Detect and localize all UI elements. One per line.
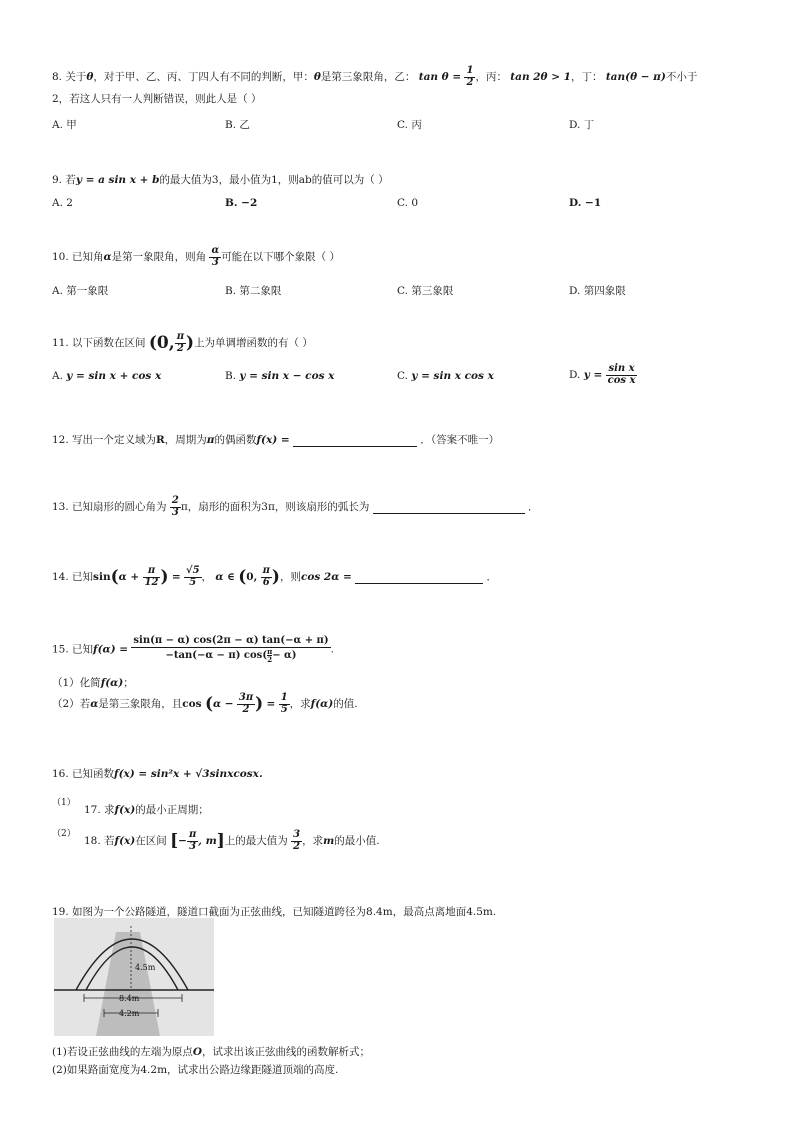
- height-label: 4.5m: [135, 963, 156, 972]
- q16-line: 16. 已知函数f(x) = sin²x + √3sinxcosx.: [52, 768, 263, 780]
- q10-option-d[interactable]: D. 第四象限: [569, 285, 626, 297]
- q10-option-b[interactable]: B. 第二象限: [225, 285, 282, 297]
- q13-line: 13. 已知扇形的圆心角为 $\frac{2}{3}$ π，扇形的面积为3π，则该扇形的弧长为 ．: [52, 495, 539, 518]
- q11-option-d[interactable]: D. y = $\frac{\text{sin x}}{\text{cos x}}$: [569, 363, 636, 386]
- q11-option-c[interactable]: C. y = sin x cos x: [397, 370, 494, 382]
- q16-sub1: 17. 求f(x)的最小正周期；: [84, 804, 209, 816]
- q15-part1: （1）化简f(α)；: [52, 677, 134, 689]
- q19-part2: (2)如果路面宽度为4.2m，试求出公路边缘距隧道顶端的高度.: [52, 1064, 339, 1076]
- q15-fraction: sin(π − α) cos(2π − α) tan(−α + π) −tan(−α − π) cos( $\frac{\pi}{2}$ − α): [133, 635, 329, 664]
- q13-answer-blank[interactable]: [373, 501, 525, 514]
- q10-option-a[interactable]: A. 第一象限: [52, 285, 109, 297]
- q10-fraction: $\frac{\alpha}{3}$: [211, 245, 220, 268]
- q12-line: 12. 写出一个定义域为R，周期为π的偶函数f(x) = ．（答案不唯一）: [52, 434, 500, 446]
- road-label: 4.2m: [119, 1009, 140, 1018]
- q8-option-a[interactable]: A. 甲: [52, 119, 77, 131]
- span-label: 8.4m: [119, 994, 140, 1003]
- q11-fraction: $\frac{\pi}{2}$: [176, 331, 185, 354]
- q13-fraction: $\frac{2}{3}$: [171, 495, 179, 518]
- q12-answer-blank[interactable]: [293, 434, 417, 447]
- q15-part2: （2）若α是第三象限角，且cos (α − $\frac{3\pi}{2}$ ) = $\frac{1}{5}$ ，求f(α)的值.: [52, 692, 358, 715]
- q10-option-c[interactable]: C. 第三象限: [397, 285, 454, 297]
- q11-option-a[interactable]: A. y = sin x + cos x: [52, 370, 162, 382]
- q11-option-d-fraction: $\frac{\text{sin x}}{\text{cos x}}$: [607, 363, 636, 386]
- tunnel-diagram: [54, 918, 214, 1036]
- q10-line: 10. 已知角α是第一象限角，则角 $\frac{\alpha}{3}$ 可能在以下哪个象限（ ）: [52, 245, 341, 268]
- q8-option-d[interactable]: D. 丁: [569, 119, 595, 131]
- q16-sub2: 18. 若f(x)在区间 [− $\frac{\pi}{3}$ , m]上的最大值为 $\frac{3}{2}$ ，求m的最小值.: [84, 829, 380, 852]
- q11-line: 11. 以下函数在区间 (0, $\frac{\pi}{2}$ )上为单调增函数的有（ ）: [52, 331, 313, 354]
- q16-sub2-mark: （2）: [52, 829, 76, 839]
- q8-option-c[interactable]: C. 丙: [397, 119, 422, 131]
- q8-line2: 2，若这人只有一人判断错误，则此人是（ ）: [52, 93, 262, 105]
- q9-option-a[interactable]: A. 2: [52, 197, 73, 209]
- q15-line: 15. 已知f(α) = sin(π − α) cos(2π − α) tan(−α + π) −tan(−α − π) cos( $\frac{\pi}{2}$ − α) .: [52, 635, 334, 664]
- q9-option-d[interactable]: D. −1: [569, 197, 602, 209]
- q9-option-c[interactable]: C. 0: [397, 197, 419, 209]
- q16-sub1-mark: （1）: [52, 798, 76, 808]
- q11-option-b[interactable]: B. y = sin x − cos x: [225, 370, 335, 382]
- q8-option-b[interactable]: B. 乙: [225, 119, 250, 131]
- q9-line: 9. 若y = a sin x + b的最大值为3，最小值为1，则ab的值可以为（ ）: [52, 174, 389, 186]
- q8-fraction: $\frac{1}{2}$: [466, 65, 474, 88]
- q14-line: 14. 已知sin(α + $\frac{\pi}{12}$ ) = $\frac{√5}{5}$ ， α ∈ (0, $\frac{\pi}{6}$ )，则cos 2α = ．: [52, 565, 497, 588]
- q19-line: 19. 如图为一个公路隧道，隧道口截面为正弦曲线，已知隧道跨径为8.4m，最高点离地面4.5m.: [52, 906, 497, 918]
- q8-line1: 8. 关于θ，对于甲、乙、丙、丁四人有不同的判断，甲：θ是第三象限角，乙： tan θ = $\frac{1}{2}$ ，丙： tan 2θ > 1，丁： tan(θ − π)不小于: [52, 65, 698, 88]
- q9-option-b[interactable]: B. −2: [225, 197, 258, 209]
- q19-part1: (1)若设正弦曲线的左端为原点O，试求出该正弦曲线的函数解析式；: [52, 1046, 371, 1058]
- q14-answer-blank[interactable]: [355, 571, 483, 584]
